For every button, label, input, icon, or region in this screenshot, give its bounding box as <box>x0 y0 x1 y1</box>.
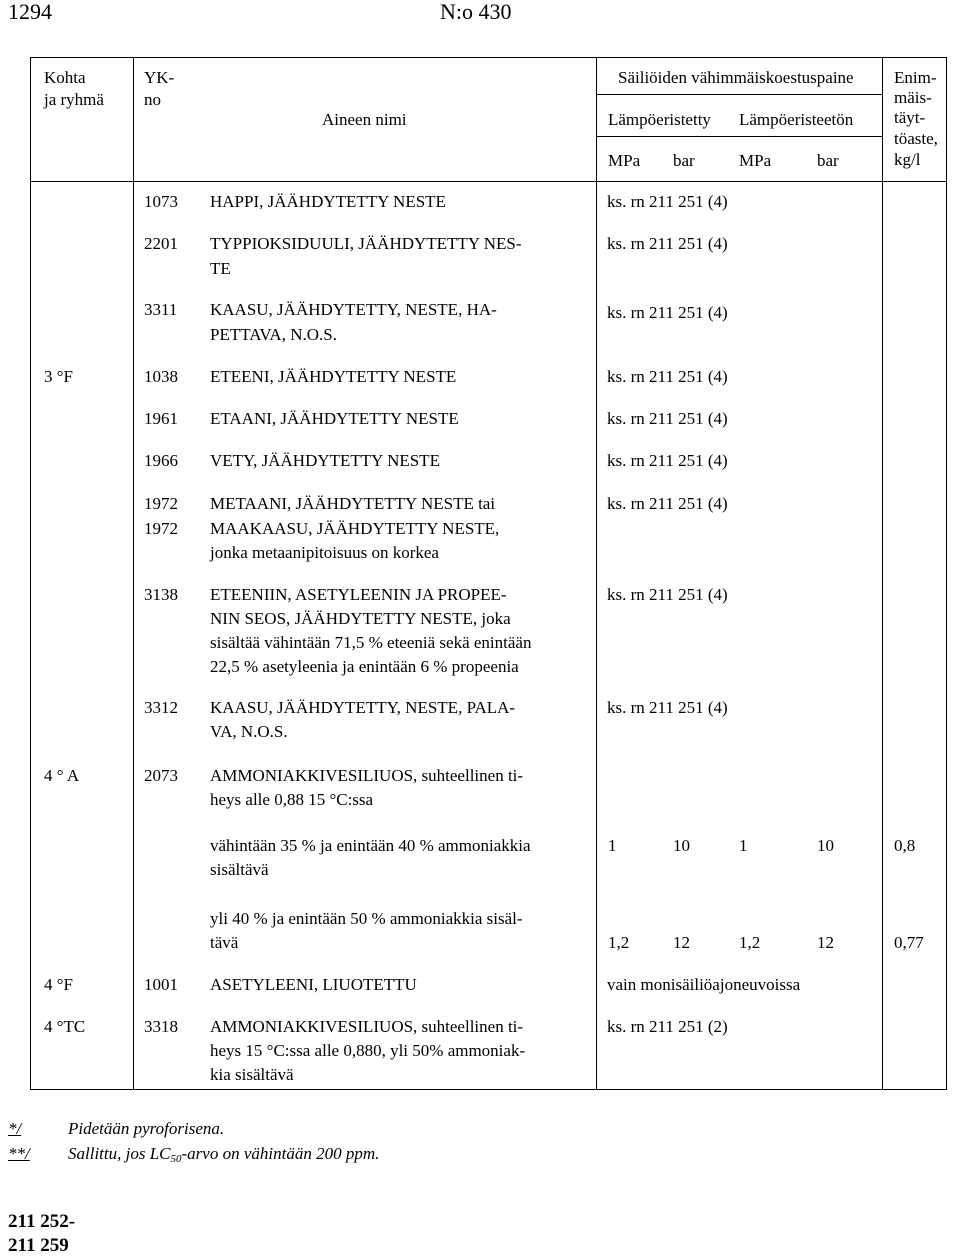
footnote-1 <box>8 1117 224 1141</box>
substance-name: heys alle 0,88 15 °C:ssa <box>210 790 374 809</box>
reference: ks. rn 211 251 (4) <box>607 303 728 322</box>
reference: ks. rn 211 251 (4) <box>607 367 728 386</box>
reference: ks. rn 211 251 (4) <box>607 409 728 428</box>
header-fill-line4: töaste, <box>894 129 938 148</box>
substance-name: VETY, JÄÄHDYTETTY NESTE <box>210 451 440 470</box>
pressure-uninsulated-bar: 12 <box>817 933 834 952</box>
substance-name: vähintään 35 % ja enintään 40 % ammoniakkia <box>210 836 531 855</box>
footnote-text: -arvo on vähintään 200 ppm. <box>181 1144 380 1163</box>
substance-name: AMMONIAKKIVESILIUOS, suhteellinen ti- <box>210 1017 524 1036</box>
header-ykno-line1: YK- <box>144 68 175 87</box>
substance-name: ETAANI, JÄÄHDYTETTY NESTE <box>210 409 459 428</box>
substance-name: yli 40 % ja enintään 50 % ammoniakkia sisäl- <box>210 909 523 928</box>
substance-name: 22,5 % asetyleenia ja enintään 6 % propeenia <box>210 657 519 676</box>
substance-name: tävä <box>210 933 239 952</box>
un-number: 1966 <box>144 451 178 470</box>
substance-name: MAAKAASU, JÄÄHDYTETTY NESTE, <box>210 519 500 538</box>
header-sub-rule <box>596 136 882 137</box>
un-number: 3318 <box>144 1017 178 1036</box>
header-kohta-line2: ja ryhmä <box>44 90 104 109</box>
substance-name: sisältää vähintään 71,5 % eteeniä sekä enintään <box>210 633 532 652</box>
pressure-uninsulated-mpa: 1 <box>739 836 748 855</box>
header-group-rule <box>596 94 882 95</box>
substance-name: jonka metaanipitoisuus on korkea <box>210 543 439 562</box>
reference: ks. rn 211 251 (4) <box>607 698 728 717</box>
pressure-insulated-bar: 10 <box>673 836 690 855</box>
footnote-2 <box>8 1142 379 1166</box>
header-fill-line5: kg/l <box>894 150 921 169</box>
header-uninsulated: Lämpöeristeetön <box>739 110 854 129</box>
substance-name: sisältävä <box>210 860 269 879</box>
reference: ks. rn 211 251 (4) <box>607 234 728 253</box>
column-divider <box>133 57 134 1090</box>
header-unit-bar-2: bar <box>817 151 839 170</box>
header-fill-line2: mäis- <box>894 88 932 107</box>
reference: vain monisäiliöajoneuvoissa <box>607 975 801 994</box>
header-kohta-line1: Kohta <box>44 68 86 87</box>
group-label: 4 ° A <box>44 766 80 785</box>
un-number: 3311 <box>144 300 178 319</box>
footnote-text: Sallittu, jos LC <box>68 1144 171 1163</box>
substance-name: TE <box>210 259 231 278</box>
reference: ks. rn 211 251 (4) <box>607 585 728 604</box>
group-label: 4 °F <box>44 975 74 994</box>
un-number: 3312 <box>144 698 178 717</box>
substance-name: NIN SEOS, JÄÄHDYTETTY NESTE, joka <box>210 609 511 628</box>
substance-name: KAASU, JÄÄHDYTETTY, NESTE, HA- <box>210 300 497 319</box>
header-ykno-line2: no <box>144 90 161 109</box>
header-unit-mpa-2: MPa <box>739 151 772 170</box>
footnote-mark: */ <box>8 1119 22 1138</box>
header-insulated: Lämpöeristetty <box>608 110 711 129</box>
column-divider <box>882 57 883 1090</box>
un-number: 1972 <box>144 494 178 513</box>
group-label: 4 °TC <box>44 1017 86 1036</box>
substance-name: PETTAVA, N.O.S. <box>210 325 337 344</box>
un-number: 1972 <box>144 519 178 538</box>
un-number: 3138 <box>144 585 178 604</box>
reference: ks. rn 211 251 (4) <box>607 494 728 513</box>
pressure-insulated-mpa: 1,2 <box>608 933 630 952</box>
substance-name: KAASU, JÄÄHDYTETTY, NESTE, PALA- <box>210 698 516 717</box>
pressure-insulated-mpa: 1 <box>608 836 617 855</box>
header-unit-bar-1: bar <box>673 151 695 170</box>
un-number: 2073 <box>144 766 178 785</box>
footnote-subscript: 50 <box>170 1153 182 1165</box>
un-number: 1961 <box>144 409 178 428</box>
marginal-reference: 211 259 <box>8 1235 69 1256</box>
footnote-text: Pidetään pyroforisena. <box>68 1119 225 1138</box>
substance-name: VA, N.O.S. <box>210 722 288 741</box>
header-group-title: Säiliöiden vähimmäiskoestuspaine <box>618 68 854 87</box>
issue-number: N:o 430 <box>440 0 512 24</box>
reference: ks. rn 211 251 (4) <box>607 451 728 470</box>
substance-name: kia sisältävä <box>210 1065 294 1084</box>
pressure-insulated-bar: 12 <box>673 933 690 952</box>
pressure-uninsulated-bar: 10 <box>817 836 834 855</box>
substance-name: ASETYLEENI, LIUOTETTU <box>210 975 417 994</box>
header-rule <box>30 181 947 182</box>
header-fill-line3: täyt- <box>894 108 926 127</box>
substance-name: METAANI, JÄÄHDYTETTY NESTE tai <box>210 494 496 513</box>
un-number: 1073 <box>144 192 178 211</box>
un-number: 1001 <box>144 975 178 994</box>
group-label: 3 °F <box>44 367 74 386</box>
substance-name: ETEENI, JÄÄHDYTETTY NESTE <box>210 367 457 386</box>
header-fill-line1: Enim- <box>894 68 937 87</box>
un-number: 2201 <box>144 234 178 253</box>
substance-name: ETEENIIN, ASETYLEENIN JA PROPEE- <box>210 585 507 604</box>
max-fill-degree: 0,8 <box>894 836 916 855</box>
un-number: 1038 <box>144 367 178 386</box>
reference: ks. rn 211 251 (4) <box>607 192 728 211</box>
substance-name: AMMONIAKKIVESILIUOS, suhteellinen ti- <box>210 766 524 785</box>
page-number: 1294 <box>8 0 52 24</box>
column-divider <box>596 57 597 1090</box>
max-fill-degree: 0,77 <box>894 933 924 952</box>
substance-name: heys 15 °C:ssa alle 0,880, yli 50% ammoniak- <box>210 1041 526 1060</box>
substance-name: HAPPI, JÄÄHDYTETTY NESTE <box>210 192 446 211</box>
footnote-mark: **/ <box>8 1144 30 1163</box>
reference: ks. rn 211 251 (2) <box>607 1017 728 1036</box>
substance-name: TYPPIOKSIDUULI, JÄÄHDYTETTY NES- <box>210 234 522 253</box>
header-aine: Aineen nimi <box>322 110 407 129</box>
header-unit-mpa-1: MPa <box>608 151 641 170</box>
pressure-uninsulated-mpa: 1,2 <box>739 933 761 952</box>
marginal-reference: 211 252- <box>8 1211 76 1232</box>
